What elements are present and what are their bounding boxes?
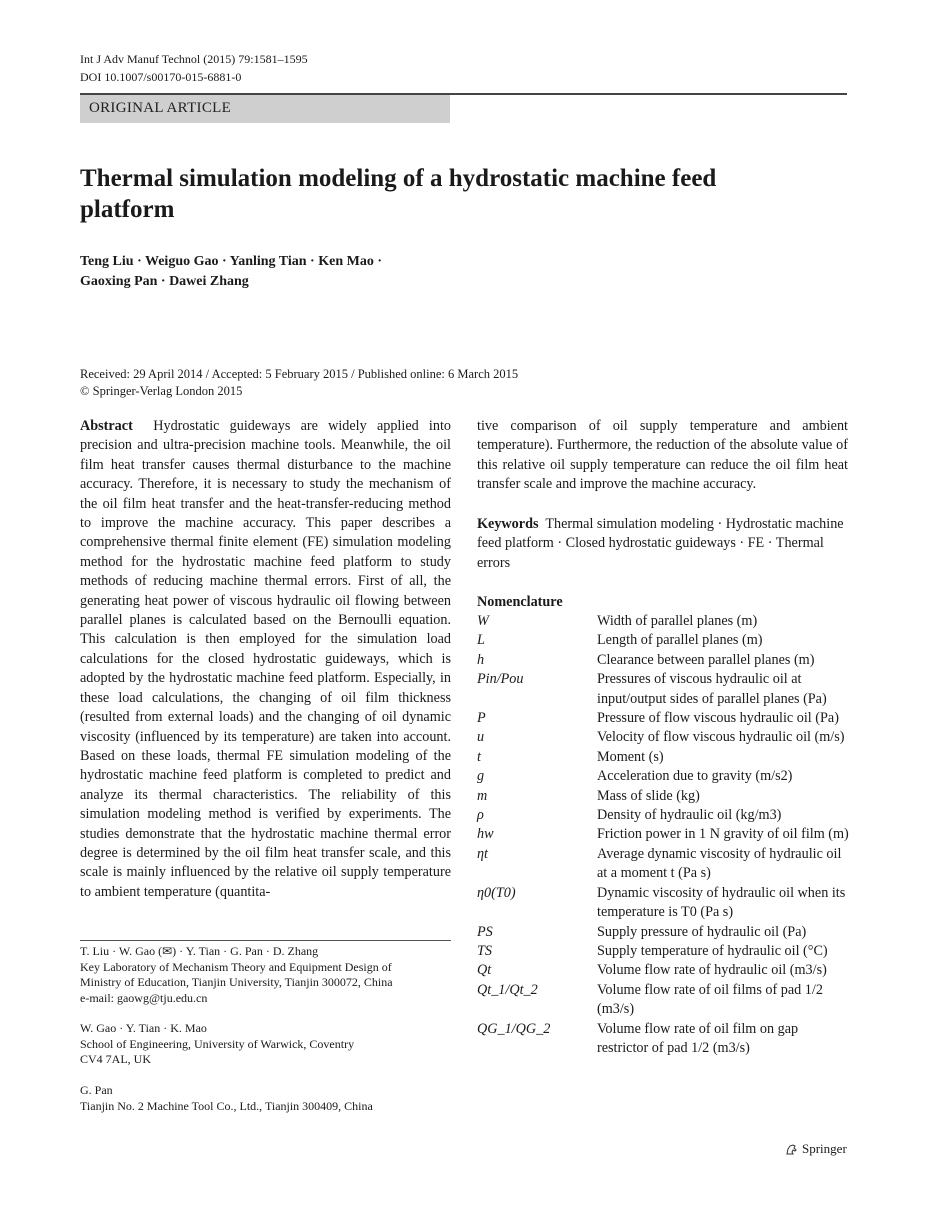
section-label: ORIGINAL ARTICLE: [89, 100, 232, 116]
affiliation-3: [80, 1083, 451, 1114]
nomenclature-row: [477, 981, 849, 1020]
nomenclature-row: [477, 923, 849, 942]
nomenclature-row: [477, 728, 849, 747]
nomenclature-description: Volume flow rate of hydraulic oil (m3/s): [597, 962, 827, 979]
nomenclature-description: Velocity of flow viscous hydraulic oil (m/s): [597, 729, 845, 746]
footnote-rule: [80, 940, 451, 941]
nomenclature-description: Pressure of flow viscous hydraulic oil (Pa): [597, 710, 839, 727]
affiliation-1-line-3: Ministry of Education, Tianjin University, Tianjin 300072, China: [80, 975, 393, 989]
keywords-text: Thermal simulation modeling · Hydrostatic machine feed platform · Closed hydrostatic guideways · FE · Thermal errors: [477, 516, 844, 571]
nomenclature-description: Length of parallel planes (m): [597, 632, 763, 649]
nomenclature-symbol: PS: [477, 923, 493, 940]
springer-logo: [785, 1141, 847, 1157]
nomenclature-symbol: ρ: [477, 807, 484, 824]
affiliation-1-email: e-mail: gaowg@tju.edu.cn: [80, 990, 208, 1005]
nomenclature-description: Volume flow rate of oil film on gap restrictor of pad 1/2 (m3/s): [597, 1020, 799, 1056]
nomenclature-row: [477, 961, 849, 980]
nomenclature-row: [477, 845, 849, 884]
nomenclature-symbol: Pin/Pou: [477, 671, 524, 688]
nomenclature-symbol: g: [477, 768, 485, 785]
publisher-name: Springer: [802, 1141, 847, 1156]
nomenclature-symbol: Qt: [477, 962, 492, 979]
affiliation-1-authors: T. Liu · W. Gao (✉) · Y. Tian · G. Pan · D. Zhang: [80, 944, 319, 958]
affiliation-2-authors: W. Gao · Y. Tian · K. Mao: [80, 1021, 207, 1035]
nomenclature-symbol: Qt_1/Qt_2: [477, 981, 538, 998]
publication-dates: [80, 366, 680, 400]
nomenclature-row: [477, 825, 849, 844]
nomenclature-table: [477, 612, 849, 1058]
affiliation-3-authors: G. Pan: [80, 1083, 113, 1097]
nomenclature-symbol: L: [477, 632, 485, 649]
author-list: [80, 252, 480, 292]
keywords-heading: Keywords: [477, 516, 539, 532]
nomenclature-symbol: u: [477, 729, 485, 746]
nomenclature-symbol: TS: [477, 942, 492, 959]
nomenclature-symbol: m: [477, 787, 488, 804]
nomenclature-description: Clearance between parallel planes (m): [597, 651, 815, 668]
affiliation-3-line-2: Tianjin No. 2 Machine Tool Co., Ltd., Tianjin 300409, China: [80, 1098, 373, 1113]
nomenclature-symbol: hw: [477, 826, 494, 843]
nomenclature-row: [477, 1020, 849, 1059]
dates-line: Received: 29 April 2014 / Accepted: 5 February 2015 / Published online: 6 March 2015: [80, 367, 519, 381]
nomenclature-symbol: ηt: [477, 845, 488, 862]
article-title: Thermal simulation modeling of a hydrostatic machine feed platform: [80, 165, 717, 223]
nomenclature-symbol: t: [477, 748, 481, 765]
affiliation-2-line-2: School of Engineering, University of Warwick, Coventry: [80, 1036, 355, 1051]
nomenclature-description: Width of parallel planes (m): [597, 613, 758, 629]
abstract-left: [80, 417, 451, 902]
affiliation-2-line-3: CV4 7AL, UK: [80, 1052, 151, 1066]
nomenclature-symbol: η0(T0): [477, 884, 516, 901]
nomenclature-row: [477, 612, 849, 631]
abstract-heading: Abstract: [80, 418, 133, 434]
nomenclature-row: [477, 651, 849, 670]
affiliation-1-line-2: Key Laboratory of Mechanism Theory and Equipment Design of: [80, 959, 392, 974]
nomenclature-row: [477, 884, 849, 923]
nomenclature-row: [477, 631, 849, 650]
nomenclature-description: Friction power in 1 N gravity of oil film (m): [597, 826, 849, 843]
keywords: [477, 515, 848, 573]
affiliation-1: [80, 944, 451, 1006]
nomenclature-description: Pressures of viscous hydraulic oil at input/output sides of parallel planes (Pa): [597, 671, 827, 707]
nomenclature-description: Acceleration due to gravity (m/s2): [597, 768, 793, 785]
nomenclature-symbol: W: [477, 613, 489, 629]
authors-line-1: Teng Liu · Weiguo Gao · Yanling Tian · Ken Mao ·: [80, 254, 382, 269]
nomenclature-description: Average dynamic viscosity of hydraulic oil at a moment t (Pa s): [597, 845, 842, 882]
journal-citation: Int J Adv Manuf Technol (2015) 79:1581–1595: [80, 52, 308, 66]
nomenclature-row: [477, 767, 849, 786]
nomenclature-symbol: QG_1/QG_2: [477, 1020, 551, 1037]
section-band: [80, 95, 450, 123]
abstract-text: Hydrostatic guideways are widely applied into precision and ultra-precision machine tools. Meanwhile, the oil film heat transfer causes thermal disturbance to the machine accuracy. Therefore, it is necessary to study the mechanism of the oil film heat transfer and the heat-transfer-reducing method to improve the machine accuracy. This paper describes a comprehensive thermal finite element (FE) simulation modeling method for the hydrostatic machine feed platform to study methods of reducing machine thermal errors. First of all, the generating heat power of viscous hydraulic oil flowing between parallel planes is calculated based on the Bernoulli equation. This calculation is then employed for the simulation load calculations for the closed hydrostatic guideways, which is adopted by the hydrostatic machine feed platform. Especially, in these load calculations, the changing of oil film thickness (resulted from external loads) and the changing of oil dynamic viscosity (influenced by its temperature) are taken into account. Based on these loads, thermal FE simulation modeling of the hydrostatic machine feed platform is completed to predict and analyze its thermal characteristics. The reliability of this simulation modeling method is verified by experiments. The studies demonstrate that the hydrostatic machine thermal error degree is determined by the oil film heat transfer scale, and this scale is mainly influenced by the relative oil supply temperature to ambient temperature (quantita-: [80, 418, 451, 900]
nomenclature-row: [477, 709, 849, 728]
nomenclature-row: [477, 748, 849, 767]
nomenclature-row: [477, 806, 849, 825]
journal-info: [80, 50, 308, 86]
nomenclature-symbol: h: [477, 651, 485, 668]
springer-horse-icon: [785, 1143, 798, 1156]
nomenclature-description: Supply pressure of hydraulic oil (Pa): [597, 923, 807, 940]
abstract-right: tive comparison of oil supply temperature and ambient temperature). Furthermore, the reduction of the absolute value of this relative oil supply temperature can reduce the oil film heat transfer scale and improve the machine accuracy.: [477, 418, 848, 493]
nomenclature-description: Density of hydraulic oil (kg/m3): [597, 807, 782, 824]
affiliation-2: [80, 1021, 451, 1068]
nomenclature-description: Mass of slide (kg): [597, 787, 700, 804]
nomenclature-description: Volume flow rate of oil films of pad 1/2 (m3/s): [597, 981, 823, 1018]
nomenclature-row: [477, 942, 849, 961]
nomenclature-description: Moment (s): [597, 748, 664, 765]
doi: DOI 10.1007/s00170-015-6881-0: [80, 70, 242, 84]
nomenclature-row: [477, 787, 849, 806]
copyright-line: © Springer-Verlag London 2015: [80, 384, 243, 398]
nomenclature-description: Supply temperature of hydraulic oil (°C): [597, 942, 828, 959]
nomenclature-row: [477, 670, 849, 709]
nomenclature-symbol: P: [477, 710, 486, 727]
nomenclature-heading: Nomenclature: [477, 594, 563, 610]
authors-line-2: Gaoxing Pan · Dawei Zhang: [80, 274, 249, 289]
nomenclature-description: Dynamic viscosity of hydraulic oil when its temperature is T0 (Pa s): [597, 884, 846, 921]
